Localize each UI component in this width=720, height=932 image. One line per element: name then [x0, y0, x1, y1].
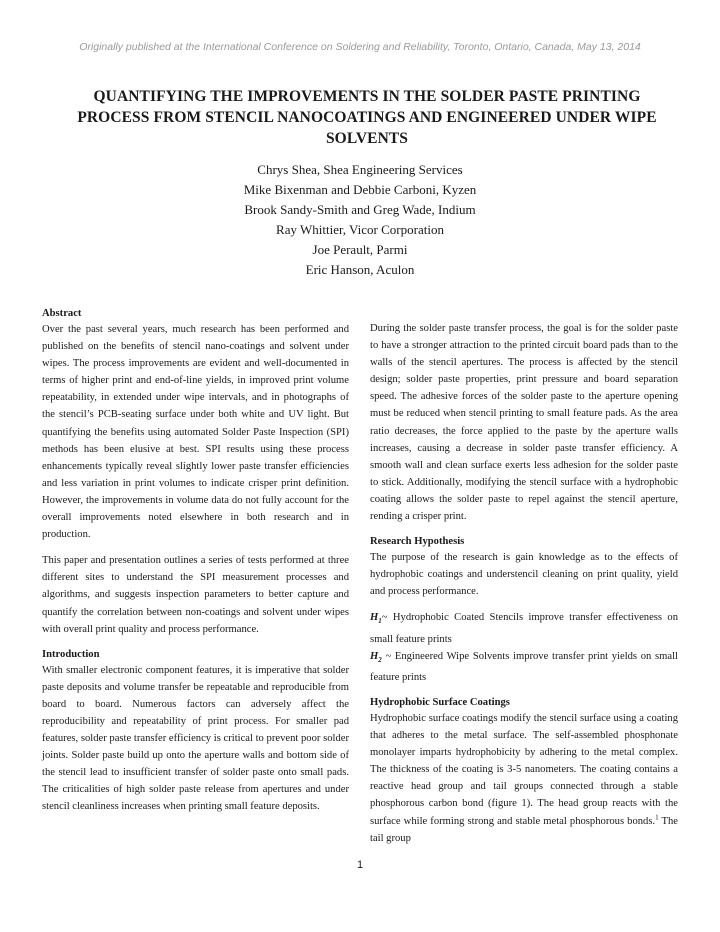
left-column: [42, 306, 349, 816]
paper-title: QUANTIFYING THE IMPROVEMENTS IN THE SOLDER PASTE PRINTING PROCESS FROM STENCIL NANOCOATINGS AND ENGINEERED UNDER WIPE SOLVENTS: [77, 88, 657, 147]
publication-note: Originally published at the International Conference on Soldering and Reliability, Toronto, Ontario, Canada, May 13, 2014: [79, 41, 641, 53]
hydrophobic-coatings-paragraph: [370, 710, 678, 847]
hypothesis-1-text: ~ Hydrophobic Coated Stencils improve transfer effectiveness on small feature prints: [370, 612, 678, 645]
abstract-paragraph-2: This paper and presentation outlines a series of tests performed at three different sites to understand the SPI measurement processes and algorithms, and suggests inspection parameters to better capture and quantify the correlation between non-coatings and solvent under wipes with overall print quality and process performance.: [42, 555, 349, 635]
author-line: Ray Whittier, Vicor Corporation: [276, 222, 444, 237]
hypothesis-2: [370, 648, 678, 686]
hypothesis-1: [370, 609, 678, 647]
coatings-text-tail: The tail group: [370, 815, 678, 844]
author-line: Eric Hanson, Aculon: [305, 262, 415, 277]
author-line: Mike Bixenman and Debbie Carboni, Kyzen: [243, 182, 477, 197]
transfer-process-paragraph: During the solder paste transfer process, the goal is for the solder paste to have a stronger attraction to the printed circuit board pads than to the walls of the stencil apertures. The process is affected by the stencil design; solder paste properties, print pressure and board separation speed. The adhesive forces of the solder paste to the aperture opening must be reduced when stencil printing to small feature pads. As the area ratio decreases, the force applied to the paste by the aperture walls increases, causing a decrease in solder paste transfer efficiency. A smooth wall and clean surface exerts less adhesion for the solder paste to stick. Additionally, modifying the stencil surface with a hydrophobic coating allows the solder paste to repel against the stencil aperture, rending a crisper print.: [370, 323, 678, 523]
hypothesis-2-text: ~ Engineered Wipe Solvents improve transfer print yields on small feature prints: [370, 650, 678, 683]
hypothesis-2-subscript: 2: [378, 655, 382, 664]
hypothesis-1-subscript: 1: [378, 617, 382, 626]
author-line: Chrys Shea, Shea Engineering Services: [257, 162, 463, 177]
page-number: 1: [356, 859, 364, 871]
hypothesis-1-label: H: [370, 612, 379, 624]
hydrophobic-coatings-heading: Hydrophobic Surface Coatings: [370, 697, 510, 708]
introduction-paragraph: With smaller electronic component features, it is imperative that solder paste deposits and volume transfer be repeatable and reproducible from board to board. Numerous factors can adversely affect the reproducibility and repeatability of print process. For smaller pad features, solder paste transfer efficiency is critical to prevent poor solder joints. Solder paste build up onto the aperture walls and bottom side of the stencil lead to insufficient transfer of solder paste onto small pads. The criticalities of high solder paste release from apertures and under stencil cleanliness increases when printing small feature deposits.: [42, 664, 349, 813]
coatings-text: Hydrophobic surface coatings modify the stencil surface using a coating that adheres to the metal surface. The self-assembled phosphonate monolayer imparts hydrophobicity by adhering to the metal complex. The thickness of the coating is 3-5 nanometers. The coating contains a reactive head group and tail groups connected through a stable phosphorous carbon bond (figure 1). The head group reacts with the surface while forming strong and stable metal phosphorous bonds.: [370, 713, 678, 827]
research-hypothesis-paragraph: The purpose of the research is gain knowledge as to the effects of hydrophobic coatings and understencil cleaning on print quality, yield and process performance.: [370, 552, 678, 598]
right-column: [370, 320, 678, 847]
introduction-heading: Introduction: [42, 648, 100, 660]
reference-marker: 1: [655, 813, 659, 822]
abstract-heading: Abstract: [42, 308, 82, 319]
research-hypothesis-heading: Research Hypothesis: [370, 536, 465, 548]
author-line: Brook Sandy-Smith and Greg Wade, Indium: [244, 202, 476, 217]
author-line: Joe Perault, Parmi: [312, 242, 408, 257]
hypothesis-2-label: H: [370, 650, 379, 662]
author-list: [0, 160, 720, 280]
abstract-paragraph-1: Over the past several years, much research has been performed and published on the benefits of stencil nano-coatings and solvent under wipes. The process improvements are evident and well-documented in terms of higher print and end-of-line yields, in improved print volume repeatability, in extended under wipe intervals, and in photographs of the stencil’s PCB-seating surface under both white and UV light. But quantifying the benefits using automated Solder Paste Inspection (SPI) methods has been elusive at best. SPI results using these process enhancements typically reveal slightly lower paste transfer efficiencies and less variation in print volumes to indicate crisper print definition. However, the improvements in volume data do not fully account for the overall improvements noted elsewhere in both research and in production.: [42, 324, 349, 541]
